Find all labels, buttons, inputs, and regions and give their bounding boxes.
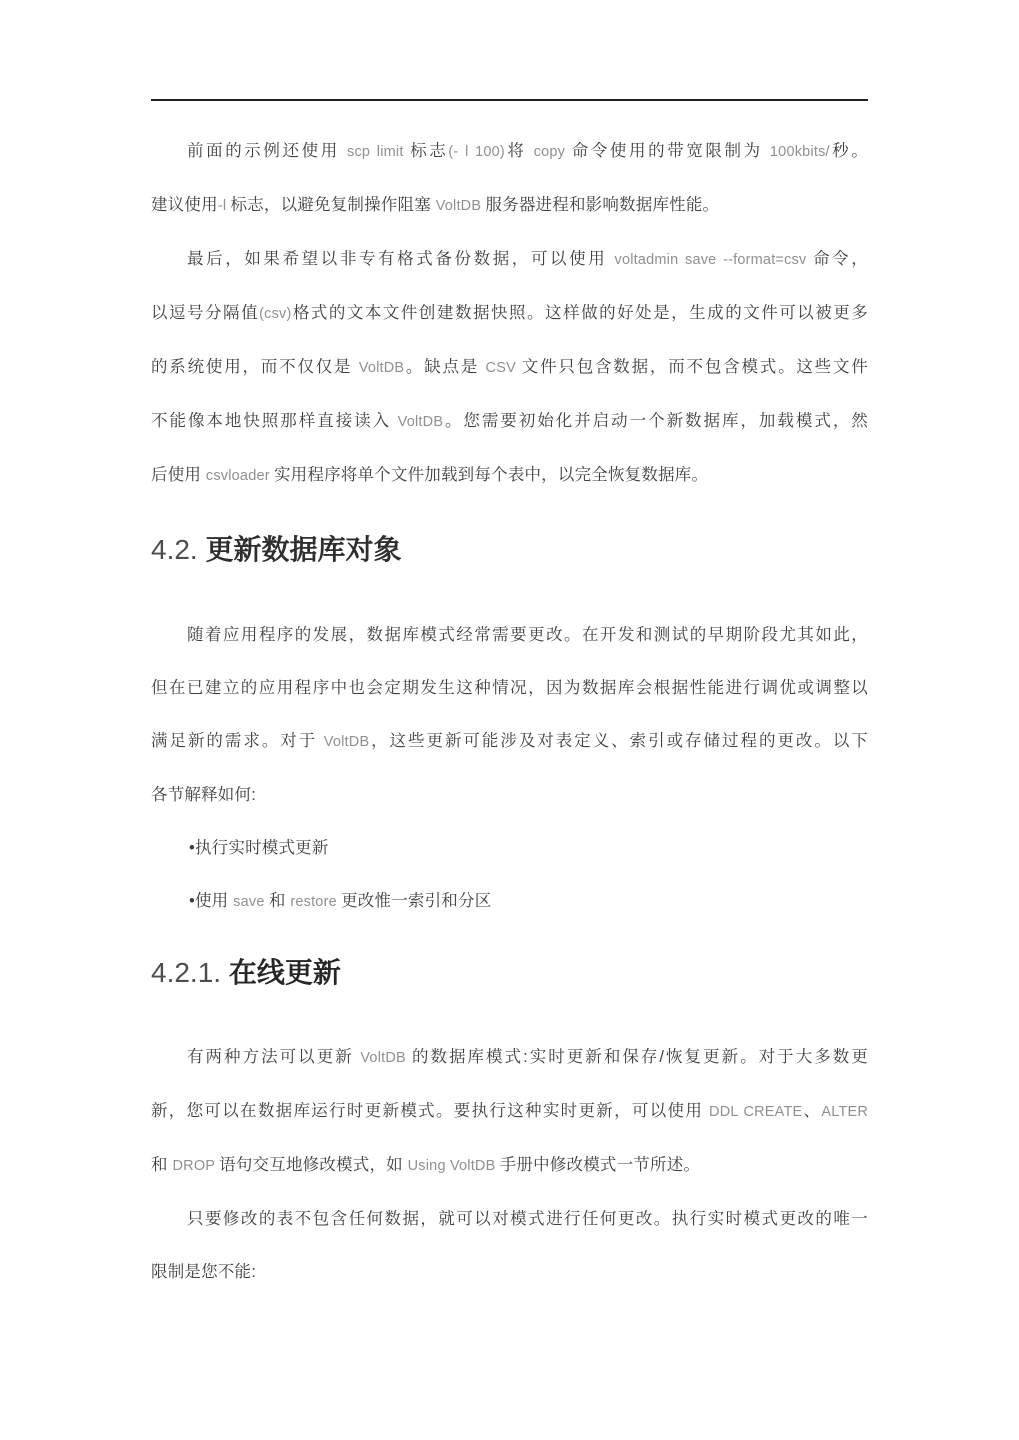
inline-text: 更改惟一索引和分区 (341, 892, 492, 910)
text-line (151, 1246, 868, 1299)
text-line (151, 395, 868, 449)
inline-text: 。您需要初始化并启动一个新数据库，加载模式，然 (443, 412, 868, 430)
page-content (0, 99, 1019, 1299)
section-heading-4-2 (151, 517, 868, 583)
inline-text: 的系统使用，而不仅仅是 (151, 358, 359, 376)
inline-latin-text: save (233, 894, 269, 910)
bullet-item (151, 875, 868, 929)
inline-latin-text: VoltDB (435, 198, 486, 214)
inline-text: 命令， (813, 250, 868, 268)
text-line (151, 769, 868, 822)
inline-latin-text: VoltDB (360, 1050, 412, 1066)
inline-text: 不能像本地快照那样直接读入 (151, 412, 398, 430)
top-horizontal-rule (151, 99, 868, 101)
text-line (151, 125, 868, 179)
inline-text: 在线更新 (228, 957, 341, 988)
inline-latin-text: voltadmin save --format=csv (614, 252, 814, 268)
inline-text: 限制是您不能: (151, 1263, 256, 1281)
inline-text: •执行实时模式更新 (189, 839, 329, 857)
inline-latin-text: VoltDB (323, 734, 370, 750)
inline-text: 最后，如果希望以非专有格式备份数据，可以使用 (187, 250, 615, 268)
text-line (151, 715, 868, 769)
inline-text: 实用程序将单个文件加载到每个表中，以完全恢复数据库。 (273, 466, 709, 484)
inline-text: 服务器进程和影响数据库性能。 (485, 196, 720, 214)
inline-latin-text: -l (217, 198, 231, 214)
inline-latin-text: Using VoltDB (407, 1158, 500, 1174)
text-line (151, 1085, 868, 1139)
inline-latin-text: restore (290, 894, 342, 910)
inline-latin-text: 100kbits/ (769, 144, 830, 160)
inline-latin-text: scp limit (347, 144, 411, 160)
inline-latin-text: DROP (172, 1158, 220, 1174)
text-line (151, 179, 868, 233)
inline-latin-text: (- l 100) (448, 144, 505, 160)
inline-text: 满足新的需求。对于 (151, 732, 324, 750)
inline-latin-text: csvloader (205, 468, 274, 484)
inline-text: 前面的示例还使用 (187, 142, 347, 160)
inline-latin-text: CSV (485, 360, 522, 376)
inline-text: 有两种方法可以更新 (187, 1048, 361, 1066)
inline-text: 。缺点是 (404, 358, 486, 376)
inline-text: 将 (504, 142, 534, 160)
text-line (151, 449, 868, 503)
inline-text: 后使用 (151, 466, 206, 484)
inline-text: 的数据库模式:实时更新和保存/恢复更新。对于大多数更 (411, 1048, 868, 1066)
inline-text: 、 (802, 1102, 822, 1120)
body-paragraph (151, 609, 868, 822)
text-line (151, 1031, 868, 1085)
inline-latin-text: copy (533, 144, 572, 160)
inline-text: 但在已建立的应用程序中也会定期发生这种情况，因为数据库会根据性能进行调优或调整以 (151, 679, 868, 697)
inline-text: 格式的文本文件创建数据快照。这样做的好处是，生成的文件可以被更多 (291, 304, 868, 322)
inline-latin-text: (csv) (259, 306, 292, 322)
inline-text: 更新数据库对象 (205, 533, 402, 566)
section-heading-4-2-1 (151, 944, 868, 1002)
inline-latin-text: ALTER (821, 1104, 869, 1120)
inline-latin-text: VoltDB (397, 414, 444, 430)
inline-text: 和 (151, 1156, 173, 1174)
inline-text: 以逗号分隔值 (151, 304, 260, 322)
text-line (151, 233, 868, 287)
inline-text: 标志 (410, 142, 449, 160)
inline-text: 秒。 (829, 142, 868, 160)
inline-text: 语句交互地修改模式，如 (219, 1156, 408, 1174)
inline-text: •使用 (189, 892, 234, 910)
inline-text: 随着应用程序的发展，数据库模式经常需要更改。在开发和测试的早期阶段尤其如此， (187, 626, 868, 644)
text-line (151, 287, 868, 341)
inline-text: 只要修改的表不包含任何数据，就可以对模式进行任何更改。执行实时模式更改的唯一 (187, 1210, 868, 1228)
text-line (151, 1193, 868, 1246)
inline-text: 4.2.1. (151, 957, 229, 988)
text-line (151, 662, 868, 715)
text-line (151, 609, 868, 662)
inline-text: 4.2. (151, 534, 206, 565)
document-body (151, 125, 868, 1299)
inline-text: ，这些更新可能涉及对表定义、索引或存储过程的更改。以下 (369, 732, 868, 750)
inline-text: 手册中修改模式一节所述。 (499, 1156, 701, 1174)
inline-text: 建议使用 (151, 196, 218, 214)
inline-text: 各节解释如何: (151, 786, 256, 804)
body-paragraph (151, 125, 868, 233)
inline-text: 和 (268, 892, 291, 910)
inline-text: 新，您可以在数据库运行时更新模式。要执行这种实时更新，可以使用 (151, 1102, 710, 1120)
body-paragraph (151, 233, 868, 503)
text-line (151, 1139, 868, 1193)
bullet-item (151, 822, 868, 875)
inline-text: 命令使用的带宽限制为 (571, 142, 770, 160)
inline-text: 文件只包含数据，而不包含模式。这些文件 (521, 358, 868, 376)
inline-latin-text: DDL CREATE (709, 1104, 803, 1120)
inline-latin-text: VoltDB (358, 360, 405, 376)
inline-text: 标志，以避免复制操作阻塞 (230, 196, 436, 214)
body-paragraph (151, 1031, 868, 1193)
body-paragraph (151, 1193, 868, 1299)
text-line (151, 341, 868, 395)
